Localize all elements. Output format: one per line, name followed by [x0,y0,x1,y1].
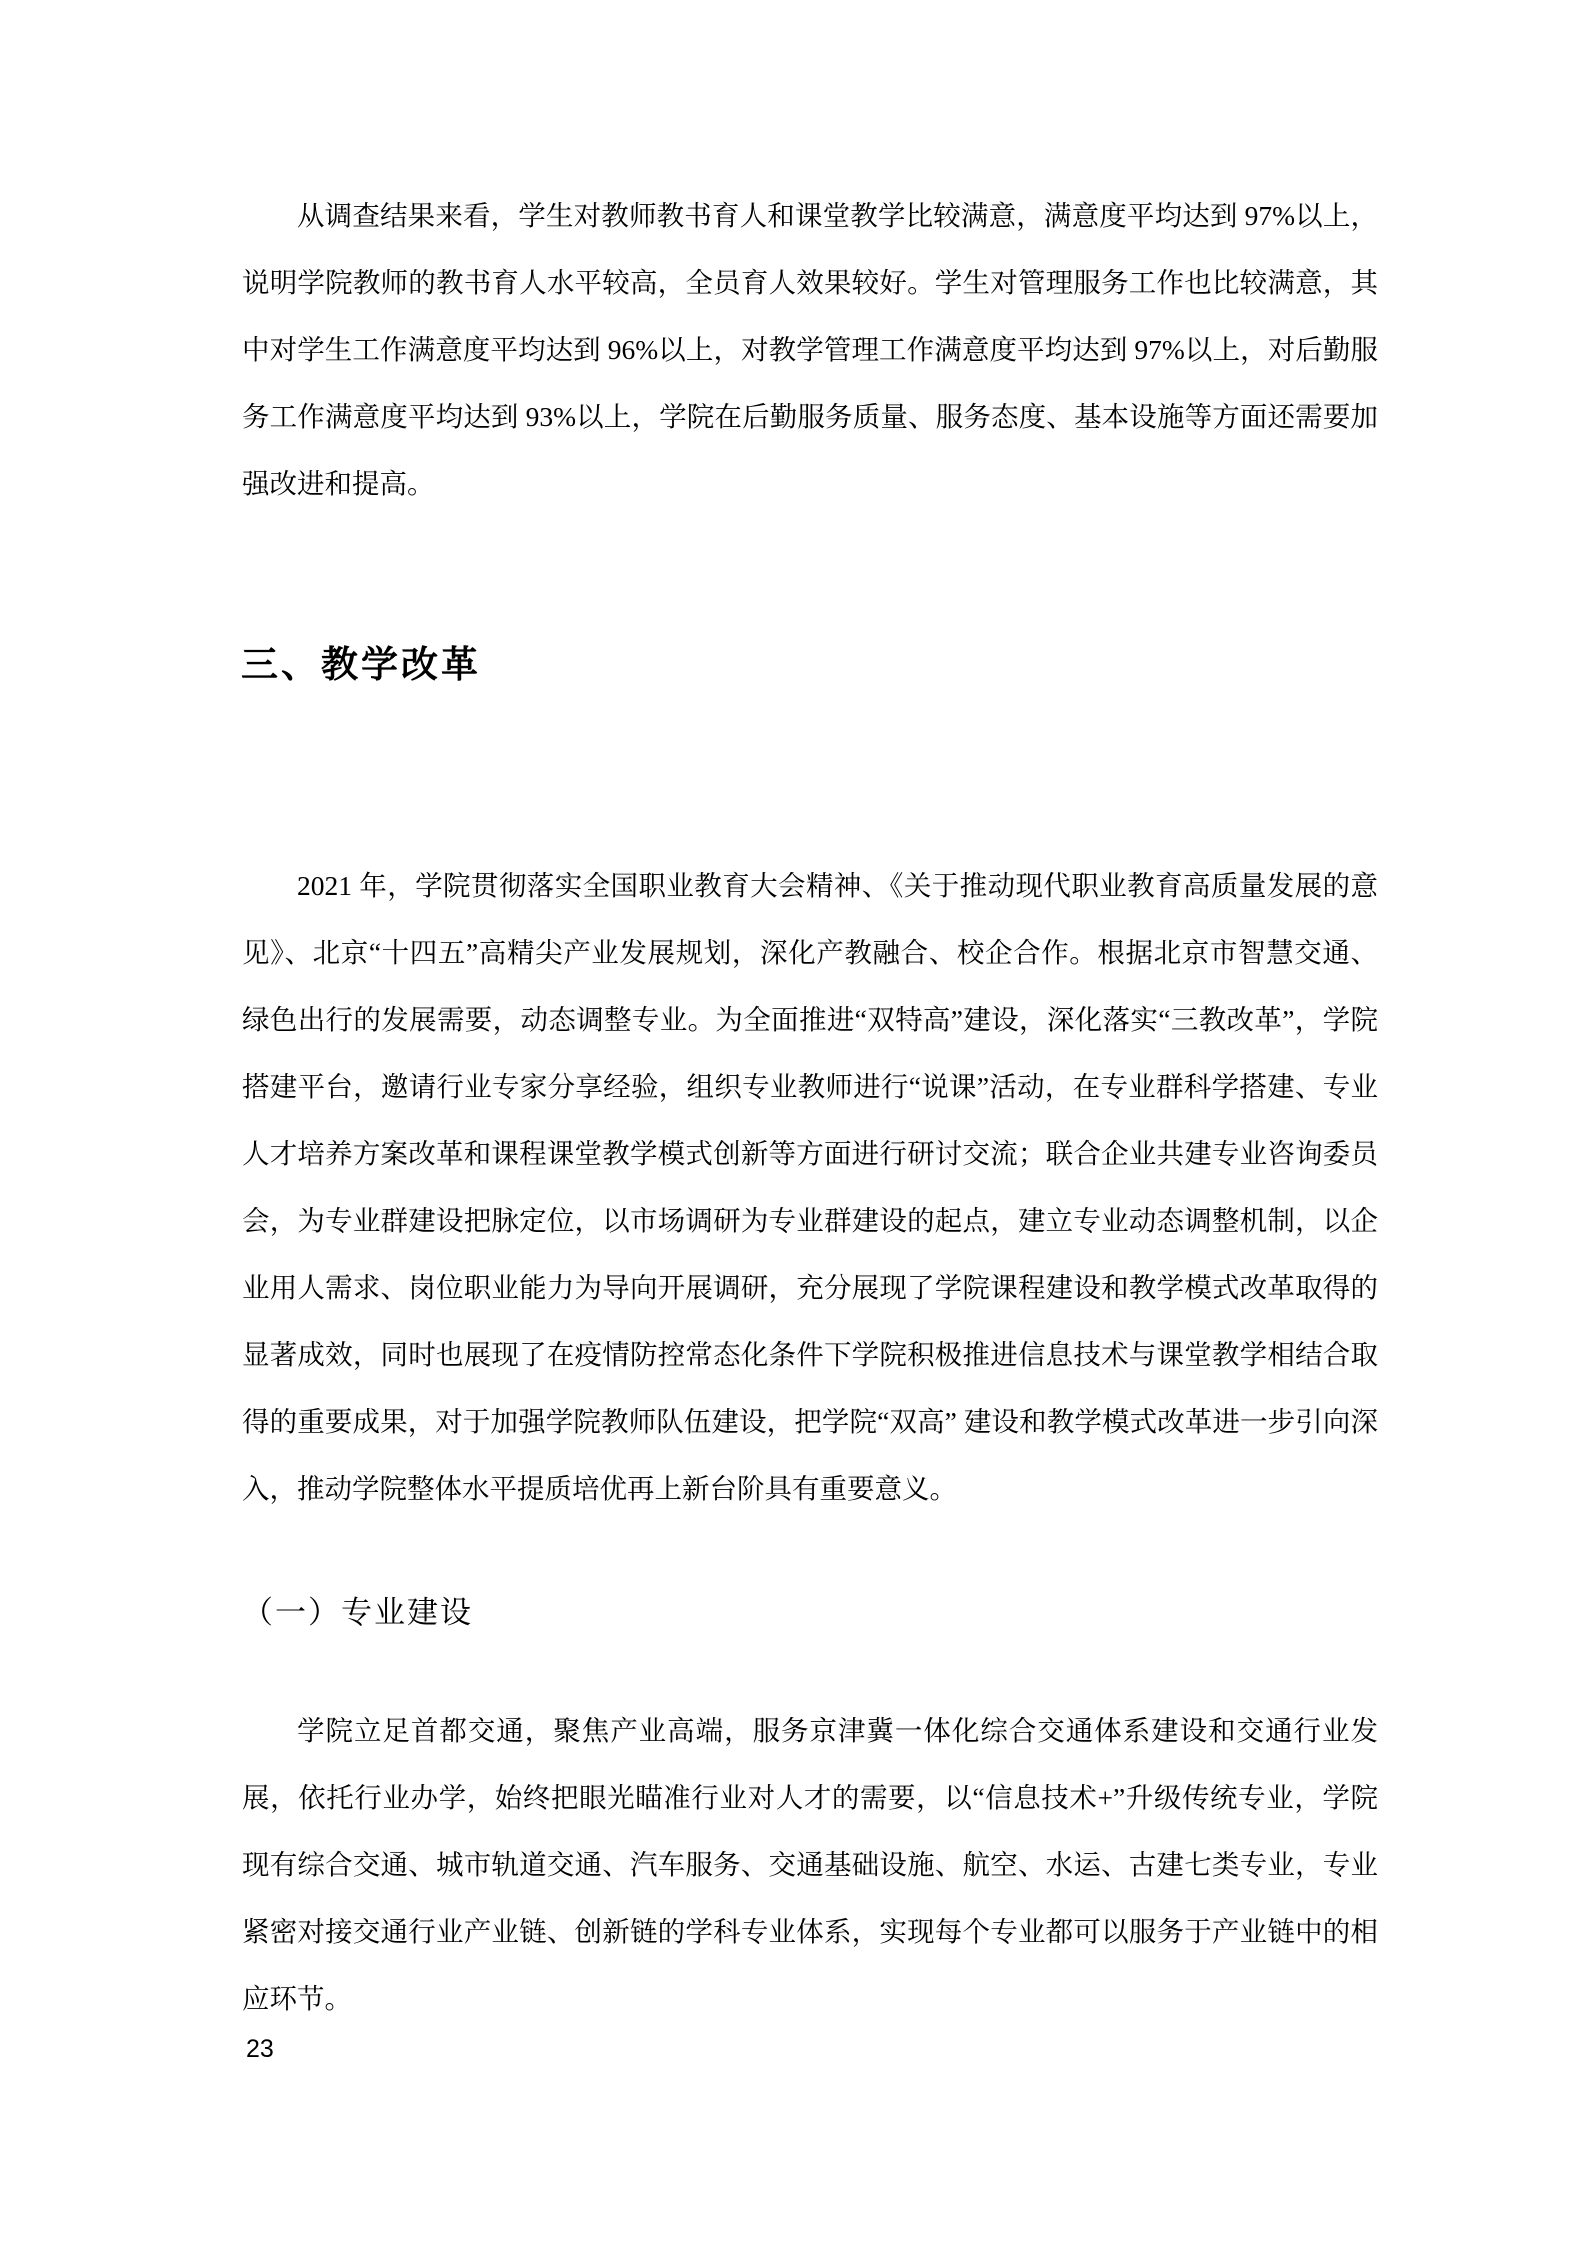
section-heading-teaching-reform: 三、教学改革 [241,644,481,685]
paragraph-teaching-reform: 2021 年，学院贯彻落实全国职业教育大会精神、《关于推动现代职业教育高质量发展的意见》、北京“十四五”高精尖产业发展规划，深化产教融合、校企合作。根据北京市智慧交通、绿色出行的发展需要，动态调整专业。为全面推进“双特高”建设，深化落实“三教改革”，学院搭建平台，邀请行业专家分享经验，组织专业教师进行“说课”活动，在专业群科学搭建、专业人才培养方案改革和课程课堂教学模式创新等方面进行研讨交流；联合企业共建专业咨询委员会，为专业群建设把脉定位，以市场调研为专业群建设的起点，建立专业动态调整机制，以企业用人需求、岗位职业能力为导向开展调研，充分展现了学院课程建设和教学模式改革取得的显著成效，同时也展现了在疫情防控常态化条件下学院积极推进信息技术与课堂教学相结合取得的重要成果，对于加强学院教师队伍建设，把学院“双高” 建设和教学模式改革进一步引向深入，推动学院整体水平提质培优再上新台阶具有重要意义。 [242,870,1378,1504]
paragraph-major-construction: 学院立足首都交通，聚焦产业高端，服务京津冀一体化综合交通体系建设和交通行业发展，依托行业办学，始终把眼光瞄准行业对人才的需要，以“信息技术+”升级传统专业，学院现有综合交通、城市轨道交通、汽车服务、交通基础设施、航空、水运、古建七类专业，专业紧密对接交通行业产业链、创新链的学科专业体系，实现每个专业都可以服务于产业链中的相应环节。 [242,1715,1378,2014]
paragraph-survey-satisfaction: 从调查结果来看，学生对教师教书育人和课堂教学比较满意，满意度平均达到 97%以上，说明学院教师的教书育人水平较高，全员育人效果较好。学生对管理服务工作也比较满意，其中对学生工作满意度平均达到 96%以上，对教学管理工作满意度平均达到 97%以上，对后勤服务工作满意度平均达到 93%以上，学院在后勤服务质量、服务态度、基本设施等方面还需要加强改进和提高。 [242,200,1378,499]
page-number: 23 [246,2035,274,2063]
sub-heading-major-construction: （一）专业建设 [242,1595,473,1630]
